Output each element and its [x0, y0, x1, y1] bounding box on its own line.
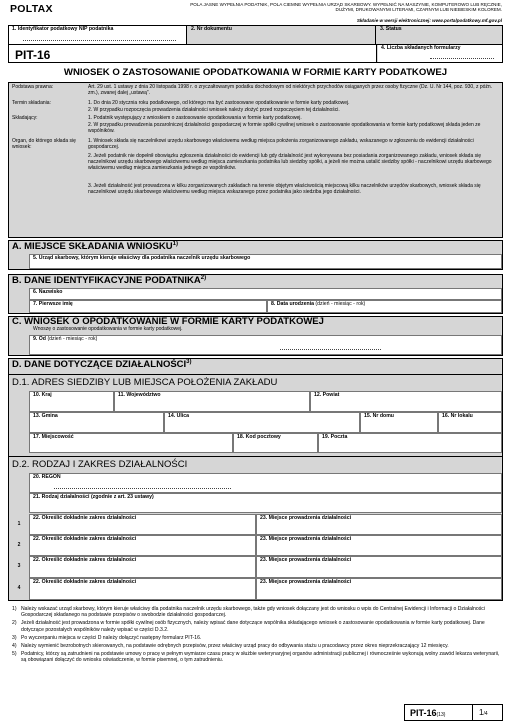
- page-indicator: [473, 705, 502, 720]
- fill-instructions: POLA JASNE WYPEŁNIA PODATNIK, POLA CIEMNE WYPEŁNIA URZĄD SKARBOWY. WYPEŁNIĆ NA MASZYNIE, KOMPUTEROWO LUB RĘCZNIE, DUŻYMI, DRUKOWANYMI LITERAMI, CZARNYM LUB NIEBIESKIM KOLOREM.: [190, 2, 502, 13]
- activity-place-field[interactable]: [256, 556, 502, 578]
- start-date-field[interactable]: [29, 335, 502, 355]
- form-code: PIT-16: [9, 45, 377, 62]
- footnote-number: 4): [12, 643, 17, 650]
- filer-item-1: 1. Podatnik występujący z wnioskiem o zastosowanie opodatkowania w formie karty podatkowej.: [88, 115, 302, 121]
- tax-office-field[interactable]: [29, 254, 502, 269]
- footnote-number: 3): [12, 634, 17, 641]
- form-title: WNIOSEK O ZASTOSOWANIE OPODATKOWANIA W FORMIE KARTY PODATKOWEJ: [63, 67, 448, 78]
- activity-type-field[interactable]: [29, 493, 502, 513]
- activity-place-label: 23. Miejsce prowadzenia działalności: [260, 557, 352, 563]
- section-d-title: [12, 359, 192, 370]
- first-name-label: 7. Pierwsze imię: [33, 301, 73, 307]
- footer-form-code: [405, 705, 473, 720]
- birth-date-label: [268, 301, 501, 309]
- footnote: [12, 643, 502, 649]
- postal-code-field[interactable]: [233, 433, 318, 453]
- street-label: 14. Ulica: [168, 413, 190, 419]
- activity-row-number: 1: [17, 521, 21, 527]
- brand-label: POLTAX: [10, 3, 53, 15]
- activity-row-number: 3: [17, 563, 21, 569]
- post-office-field[interactable]: [318, 433, 502, 453]
- office-item-2: 2. Jeżeli podatnik nie dopełnił obowiązku zgłoszenia działalności do ewidencji lub gdy działalność jest wykonywana bez posiadania zorganizowanego zakładu, wniosek składa się naczelnikowi urzędu skarbowego właściwemu według miejsca zamieszkania podatnika lub siedziby spółki, a jeżeli nie można ustalić siedziby spółki - naczelnikowi urzędu skarbowego właściwemu według miejsca zamieszkania jednego ze wspólników.: [88, 153, 492, 171]
- street-field[interactable]: [164, 412, 360, 433]
- house-number-field[interactable]: [360, 412, 438, 433]
- section-b-footnote-ref: 2): [200, 275, 207, 281]
- activity-scope-field[interactable]: [29, 578, 256, 600]
- activity-row: [9, 556, 502, 578]
- form-count-field[interactable]: [378, 45, 502, 62]
- footnote-text: Jeżeli działalność jest prowadzona w formie spółki cywilnej osób fizycznych, należy wpisać dane dotyczące wspólnika składającego wniosek o zastosowanie opodatkowania w formie karty podatkowej. Dane dotyczące pozostałych wspólników należy wpisać w części D.3.2.: [21, 620, 485, 633]
- status-label: 3. Status: [380, 26, 402, 32]
- deadline-label: Termin składania:: [12, 100, 51, 106]
- start-date-label-text: 9. Od: [33, 336, 46, 342]
- footnotes: [12, 606, 502, 664]
- nip-comb: [23, 38, 176, 41]
- filer-item-2: 2. W przypadku prowadzenia pozarolniczej działalności gospodarczej w formie spółki cywilnej wniosek o zastosowanie opodatkowania w formie karty podatkowej składa jeden ze wspólników.: [88, 122, 481, 134]
- country-label: 10. Kraj: [33, 392, 52, 398]
- county-field[interactable]: [310, 391, 502, 412]
- footnote-text: Należy wskazać urząd skarbowy, którym kieruje właściwy dla podatnika naczelnik urzędu skarbowego, także gdy wniosek dołączany jest do wniosku o wpis do Centralnej Ewidencji i Informacji o Działalności Gospodarczej składanego na podstawie przepisów o swobodzie działalności gospodarczej.: [21, 606, 485, 619]
- postal-code-label: 18. Kod pocztowy: [237, 434, 281, 440]
- activity-row-number: 2: [17, 542, 21, 548]
- activity-row: [9, 535, 502, 556]
- section-a-title-text: A. MIEJSCE SKŁADANIA WNIOSKU: [12, 241, 173, 253]
- activity-scope-label: 22. Określić dokładnie zakres działalności: [33, 557, 137, 563]
- start-date-hint: (dzień - miesiąc - rok): [47, 336, 98, 342]
- page-total: /4: [483, 711, 488, 717]
- office-item-1: 1. Wniosek składa się naczelnikowi urzędu skarbowego właściwemu według miejsca położenia zorganizowanego zakładu, wskazanego w zgłoszeniu do ewidencji działalności gospodarczej.: [88, 138, 474, 150]
- municipality-field[interactable]: [29, 412, 164, 433]
- section-b-title: [12, 275, 206, 286]
- activity-place-field[interactable]: [256, 578, 502, 600]
- form-count-comb: [430, 56, 494, 59]
- filer-label: Składający:: [12, 115, 38, 121]
- legal-basis-label: Podstawa prawna:: [12, 84, 54, 90]
- deadline-item-2: 2. W przypadku rozpoczęcia prowadzenia działalności wniosek należy złożyć przed rozpoczęciem tej działalności.: [88, 107, 340, 113]
- document-number-field: [188, 26, 376, 44]
- post-office-label: 19. Poczta: [322, 434, 348, 440]
- tax-office-label: 5. Urząd skarbowy, którym kieruje właściwy dla podatnika naczelnik urzędu skarbowego: [33, 255, 251, 261]
- voivodeship-field[interactable]: [114, 391, 310, 412]
- electronic-filing-label: Składanie w wersji elektronicznej:: [356, 18, 431, 23]
- footnote: [12, 651, 502, 663]
- section-a-footnote-ref: 1): [172, 241, 178, 247]
- document-number-label: 2. Nr dokumentu: [191, 26, 232, 32]
- footnote-text: Podatnicy, którzy są zatrudnieni na podstawie umowy o pracę w pełnym wymiarze czasu pracy w służbie weterynaryjnej organów administracji publicznej i równocześnie wykonują wolny zawód lekarza weterynarii, są obowiązani dołączyć do wniosku oświadczenie, w formie pisemnej, o tym zatrudnieniu.: [21, 651, 500, 664]
- footnote: [12, 635, 502, 641]
- page-number: 1: [479, 708, 484, 717]
- start-date-label: [30, 336, 501, 344]
- office-label: Organ, do którego składa się wniosek:: [12, 138, 76, 150]
- county-label: 12. Powiat: [314, 392, 340, 398]
- regon-field[interactable]: [29, 473, 502, 493]
- electronic-filing-url: www.portalpodatkowy.mf.gov.pl: [432, 18, 502, 23]
- footnote-text: Należy wymienić bezrobotnych skierowanych, na podstawie odrębnych przepisów, przez właściwy urząd pracy do odbywania stażu u pracodawcy przez okres nieprzekraczający 12 miesięcy.: [21, 643, 449, 650]
- footnote: [12, 606, 502, 618]
- office-item-3: 3. Jeżeli działalność jest prowadzona w kilku zorganizowanych zakładach na terenie objętym właściwością miejscową kilku naczelników urzędów skarbowych, wniosek składa się naczelnikowi urzędu skarbowego właściwemu według miejsca wskazanego przez podatnika jako siedziba jego działalności.: [88, 183, 481, 195]
- voivodeship-label: 11. Województwo: [118, 392, 161, 398]
- footer-version: (13): [436, 712, 446, 718]
- regon-comb: [54, 486, 231, 489]
- activity-row: [9, 514, 502, 535]
- page-footer-box: [404, 704, 503, 721]
- form-count-label: 4. Liczba składanych formularzy: [381, 45, 461, 51]
- deadline-item-1: 1. Do dnia 20 stycznia roku podatkowego, od którego ma być zastosowane opodatkowanie w formie karty podatkowej.: [88, 100, 350, 106]
- birth-date-field[interactable]: [267, 300, 502, 313]
- footnote-number: 2): [12, 620, 17, 627]
- activity-scope-label: 22. Określić dokładnie zakres działalności: [33, 515, 137, 521]
- activity-scope-field[interactable]: [29, 514, 256, 535]
- nip-field-label: 1. Identyfikator podatkowy NIP podatnika: [12, 26, 114, 32]
- activity-scope-label: 22. Określić dokładnie zakres działalności: [33, 579, 137, 585]
- activity-scope-field[interactable]: [29, 556, 256, 578]
- section-a-title: [12, 241, 178, 252]
- activity-place-field[interactable]: [256, 514, 502, 535]
- activity-scope-field[interactable]: [29, 535, 256, 556]
- start-date-comb: [280, 347, 381, 350]
- country-field[interactable]: [29, 391, 114, 412]
- activity-row-number: 4: [17, 585, 21, 591]
- d2-divider: [9, 456, 502, 457]
- apartment-number-label: 16. Nr lokalu: [442, 413, 473, 419]
- footnote-number: 1): [12, 606, 17, 612]
- footnote-number: 5): [12, 651, 17, 658]
- legal-basis-text: Art. 29 ust. 1 ustawy z dnia 20 listopada 1998 r. o zryczałtowanym podatku dochodowym od niektórych przychodów osiąganych przez osoby fizyczne (Dz. U. Nr 144, poz. 930, z późn. zm.), zwanej dalej „ustawą”.: [88, 84, 493, 96]
- birth-date-hint: (dzień - miesiąc - rok): [315, 301, 366, 307]
- section-d-title-text: D. DANE DOTYCZĄCE DZIAŁALNOŚCI: [12, 359, 187, 371]
- d1-title: D.1. ADRES SIEDZIBY LUB MIEJSCA POŁOŻENIA ZAKŁADU: [12, 377, 278, 388]
- activity-place-field[interactable]: [256, 535, 502, 556]
- status-field: [377, 26, 502, 44]
- footnote-text: Po wyczerpaniu miejsca w części D należy dołączyć następny formularz PIT-16.: [21, 634, 202, 641]
- d2-title: D.2. RODZAJ I ZAKRES DZIAŁALNOŚCI: [12, 459, 188, 470]
- activity-place-label: 23. Miejsce prowadzenia działalności: [260, 579, 352, 585]
- activity-type-label: 21. Rodzaj działalności (zgodnie z art. 23 ustawy): [33, 494, 154, 500]
- activity-place-label: 23. Miejsce prowadzenia działalności: [260, 515, 352, 521]
- footnote: [12, 620, 502, 632]
- birth-date-label-text: 8. Data urodzenia: [271, 301, 314, 307]
- electronic-filing-note: [260, 18, 502, 23]
- activity-row: [9, 578, 502, 600]
- first-name-field[interactable]: [29, 300, 267, 313]
- section-d-divider: [9, 374, 502, 375]
- footer-code: PIT-16: [410, 708, 437, 718]
- apartment-number-field[interactable]: [438, 412, 502, 433]
- section-b-title-text: B. DANE IDENTYFIKACYJNE PODATNIKA: [12, 275, 201, 287]
- municipality-label: 13. Gmina: [33, 413, 58, 419]
- nip-field[interactable]: [9, 26, 187, 44]
- house-number-label: 15. Nr domu: [364, 413, 394, 419]
- city-label: 17. Miejscowość: [33, 434, 74, 440]
- regon-label: 20. REGON: [33, 474, 61, 480]
- section-c-title: C. WNIOSEK O OPODATKOWANIE W FORMIE KARTY PODATKOWEJ: [12, 316, 324, 327]
- surname-label: 6. Nazwisko: [33, 289, 63, 295]
- activity-place-label: 23. Miejsce prowadzenia działalności: [260, 536, 352, 542]
- surname-field[interactable]: [29, 288, 502, 300]
- section-d-footnote-ref: 3): [186, 359, 192, 365]
- section-c-subtitle: Wnoszę o zastosowanie opodatkowania w formie karty podatkowej.: [33, 326, 183, 332]
- activity-scope-label: 22. Określić dokładnie zakres działalności: [33, 536, 137, 542]
- city-field[interactable]: [29, 433, 233, 453]
